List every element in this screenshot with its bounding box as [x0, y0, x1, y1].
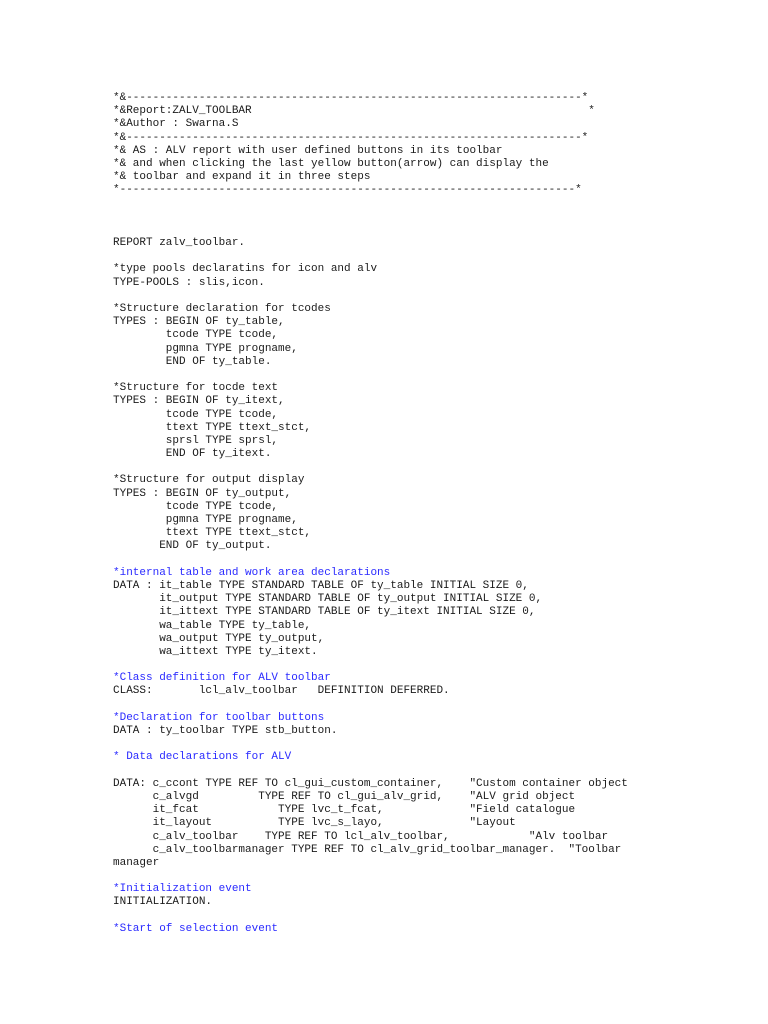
code-line: END OF ty_itext. [113, 448, 272, 461]
code-line: TYPES : BEGIN OF ty_output, [113, 487, 292, 500]
code-line: c_alv_toolbarmanager TYPE REF TO cl_alv_grid_toolbar_manager. "Toolbar [113, 843, 622, 856]
blank-line [113, 765, 753, 778]
code-line: TYPES : BEGIN OF ty_itext, [113, 395, 285, 408]
comment-line: *Start of selection event [113, 922, 279, 935]
code-line: TYPES : BEGIN OF ty_table, [113, 316, 285, 329]
code-line: CLASS: lcl_alv_toolbar DEFINITION DEFERRED. [113, 685, 450, 698]
code-line: c_alv_toolbar TYPE REF TO lcl_alv_toolbar, "Alv toolbar [113, 830, 609, 843]
code-line: *& AS : ALV report with user defined buttons in its toolbar [113, 144, 503, 157]
blank-line [113, 290, 753, 303]
code-line: it_layout TYPE lvc_s_layo, "Layout [113, 817, 516, 830]
comment-line: *Class definition for ALV toolbar [113, 672, 331, 685]
blank-line [113, 461, 753, 474]
code-line: wa_output TYPE ty_output, [113, 632, 325, 645]
code-line: tcode TYPE tcode, [113, 329, 279, 342]
abap-source-code [113, 92, 753, 936]
code-line: pgmna TYPE progname, [113, 514, 298, 526]
document-page [113, 92, 753, 936]
comment-line: *internal table and work area declarations [113, 566, 391, 579]
code-line: REPORT zalv_toolbar. [113, 237, 246, 250]
blank-line [113, 211, 753, 224]
blank-line [113, 659, 753, 672]
code-line: sprsl TYPE sprsl, [113, 434, 279, 447]
code-line: *Structure for tocde text [113, 382, 279, 395]
code-line: *Structure for output display [113, 474, 305, 487]
code-line: ttext TYPE ttext_stct, [113, 527, 312, 540]
code-line: c_alvgd TYPE REF TO cl_gui_alv_grid, "ALV grid object [113, 790, 576, 803]
code-line: *&Report:ZALV_TOOLBAR * [113, 105, 595, 118]
code-line: *& and when clicking the last yellow button(arrow) can display the [113, 157, 549, 170]
blank-line [113, 870, 753, 883]
code-line: *type pools declaratins for icon and alv [113, 263, 378, 276]
blank-line [113, 224, 753, 237]
code-line: *&---------------------------------------------------------------------* [113, 131, 589, 144]
code-line: it_ittext TYPE STANDARD TABLE OF ty_itext INITIAL SIZE 0, [113, 606, 536, 619]
code-line: END OF ty_output. [113, 540, 272, 553]
comment-line: *Initialization event [113, 883, 252, 896]
blank-line [113, 699, 753, 712]
code-line: it_output TYPE STANDARD TABLE OF ty_output INITIAL SIZE 0, [113, 593, 543, 606]
code-line: manager [113, 856, 160, 869]
blank-line [113, 910, 753, 923]
code-line: *&---------------------------------------------------------------------* [113, 92, 589, 104]
code-line: it_fcat TYPE lvc_t_fcat, "Field catalogue [113, 804, 576, 817]
code-line: END OF ty_table. [113, 355, 272, 368]
code-line: INITIALIZATION. [113, 896, 213, 909]
code-line: tcode TYPE tcode, [113, 408, 279, 421]
code-line: *& toolbar and expand it in three steps [113, 171, 371, 184]
blank-line [113, 250, 753, 263]
code-line: DATA : ty_toolbar TYPE stb_button. [113, 725, 338, 737]
blank-line [113, 738, 753, 751]
code-line: TYPE-POOLS : slis,icon. [113, 276, 265, 289]
code-line: ttext TYPE ttext_stct, [113, 421, 312, 434]
blank-line [113, 369, 753, 382]
code-line: *Structure declaration for tcodes [113, 303, 331, 315]
code-line: wa_table TYPE ty_table, [113, 619, 312, 632]
code-line: DATA: c_ccont TYPE REF TO cl_gui_custom_container, "Custom container object [113, 777, 628, 790]
code-line: *---------------------------------------------------------------------* [113, 184, 582, 197]
code-line: wa_ittext TYPE ty_itext. [113, 645, 318, 658]
comment-line: *Declaration for toolbar buttons [113, 711, 325, 724]
comment-line: * Data declarations for ALV [113, 751, 292, 764]
code-line: DATA : it_table TYPE STANDARD TABLE OF ty_table INITIAL SIZE 0, [113, 579, 529, 592]
code-line: tcode TYPE tcode, [113, 500, 279, 513]
code-line: pgmna TYPE progname, [113, 342, 298, 355]
blank-line [113, 554, 753, 567]
code-line: *&Author : Swarna.S [113, 118, 239, 131]
blank-line [113, 198, 753, 211]
